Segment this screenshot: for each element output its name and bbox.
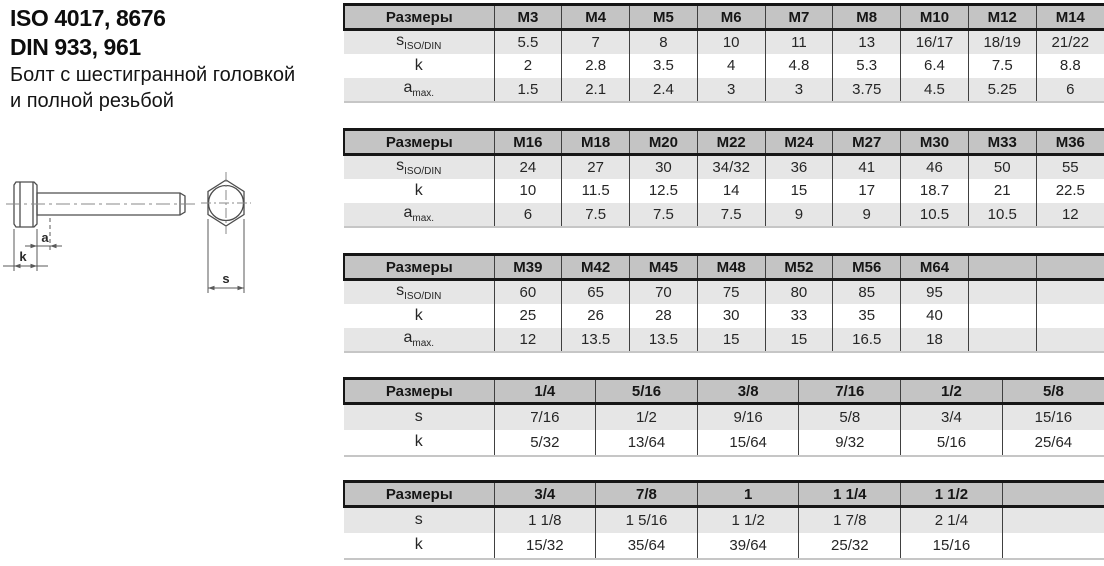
table-corner-header: Размеры [344,5,494,30]
size-column-header: M7 [765,5,833,30]
size-column-header: M18 [562,130,630,155]
dimension-value-cell: 60 [494,280,562,304]
dimension-value-cell: 10 [494,179,562,203]
dimension-value-cell: 5/8 [799,404,901,430]
dimension-k-label: k [19,249,27,264]
dimension-value-cell: 1 1/2 [697,507,799,533]
dimension-value-cell: 1 5/16 [596,507,698,533]
product-description-line1: Болт с шестигранной головкой [10,64,296,86]
dimension-value-cell: 15 [697,328,765,352]
dimension-row-label: k [344,179,494,203]
dimension-row-label: $s_{ISO/DIN}$ [344,280,494,304]
dimension-value-cell: 7 [562,30,630,54]
dimension-value-cell: 50 [968,155,1036,179]
dimension-value-cell: 3 [697,78,765,102]
dimension-value-cell: 7/16 [494,404,596,430]
dimension-value-cell: 3/4 [901,404,1003,430]
dimension-a-label: a [41,230,49,245]
dimension-value-cell: 95 [901,280,969,304]
dimension-value-cell: 2.4 [630,78,698,102]
dimension-value-cell [1036,328,1104,352]
dimension-value-cell: 5/32 [494,430,596,456]
dimension-row-label: k [344,430,494,456]
size-column-header: M42 [562,255,630,280]
dimension-value-cell [1036,280,1104,304]
size-column-header: 1 [697,482,799,507]
dimension-value-cell [1002,533,1104,559]
dimension-value-cell: 18 [901,328,969,352]
table-corner-header: Размеры [344,482,494,507]
dimension-row-label: $s_{ISO/DIN}$ [344,155,494,179]
size-column-header: M52 [765,255,833,280]
size-column-header: M48 [697,255,765,280]
size-column-header [1036,255,1104,280]
size-column-header: 7/16 [799,379,901,404]
dimension-value-cell: 1 7/8 [799,507,901,533]
dimension-value-cell: 33 [765,304,833,328]
dimension-value-cell: 2 1/4 [901,507,1003,533]
dimension-row-label: $a_{max.}$ [344,328,494,352]
dimension-value-cell: 5.3 [833,54,901,78]
dimension-value-cell: 15/32 [494,533,596,559]
size-column-header: 3/8 [697,379,799,404]
dimension-value-cell: 28 [630,304,698,328]
dimension-value-cell: 4 [697,54,765,78]
size-column-header: 1/4 [494,379,596,404]
dimension-value-cell: 75 [697,280,765,304]
dimension-row-label: s [344,507,494,533]
dimension-value-cell: 8.8 [1036,54,1104,78]
dimension-value-cell: 40 [901,304,969,328]
dimension-value-cell: 1/2 [596,404,698,430]
dimension-value-cell [968,328,1036,352]
dimension-value-cell: 4.5 [901,78,969,102]
dimension-value-cell: 2.1 [562,78,630,102]
dimension-value-cell: 26 [562,304,630,328]
dimension-value-cell: 3.75 [833,78,901,102]
dimension-value-cell: 15/16 [1002,404,1104,430]
size-column-header: 7/8 [596,482,698,507]
title-block [0,0,343,114]
dimension-value-cell: 12 [1036,203,1104,227]
iso-standard-title: ISO 4017, 8676 [10,5,166,31]
dimension-value-cell: 12.5 [630,179,698,203]
dimension-value-cell: 7.5 [562,203,630,227]
size-column-header: M6 [697,5,765,30]
dimension-value-cell: 1 1/8 [494,507,596,533]
dimension-row-label: s [344,404,494,430]
dimension-value-cell: 14 [697,179,765,203]
dimension-value-cell: 10 [697,30,765,54]
dimension-value-cell: 30 [697,304,765,328]
size-column-header: M45 [630,255,698,280]
size-column-header: M4 [562,5,630,30]
size-column-header: M10 [901,5,969,30]
dimension-value-cell: 10.5 [901,203,969,227]
dimension-value-cell: 15 [765,179,833,203]
size-column-header: M64 [901,255,969,280]
left-panel [0,0,343,566]
size-column-header: M30 [901,130,969,155]
size-column-header: M36 [1036,130,1104,155]
size-column-header: M22 [697,130,765,155]
dimension-value-cell: 7.5 [968,54,1036,78]
product-description-line2: и полной резьбой [10,90,174,112]
dimension-value-cell: 12 [494,328,562,352]
dimension-value-cell: 6 [1036,78,1104,102]
metric-table-m3-m14 [343,3,1104,103]
dimension-value-cell: 22.5 [1036,179,1104,203]
dimension-value-cell: 1.5 [494,78,562,102]
size-column-header: M12 [968,5,1036,30]
size-column-header: M8 [833,5,901,30]
dimension-value-cell: 11 [765,30,833,54]
dimension-value-cell: 39/64 [697,533,799,559]
dimension-value-cell: 4.8 [765,54,833,78]
metric-table-m16-m36 [343,128,1104,228]
dimension-value-cell: 9 [765,203,833,227]
dimension-value-cell: 21/22 [1036,30,1104,54]
size-column-header: M56 [833,255,901,280]
dimension-value-cell: 80 [765,280,833,304]
size-column-header: 5/8 [1002,379,1104,404]
dimension-value-cell: 25/64 [1002,430,1104,456]
size-column-header: M5 [630,5,698,30]
dimension-value-cell: 13.5 [630,328,698,352]
size-column-header [1002,482,1104,507]
dimension-value-cell: 7.5 [630,203,698,227]
dimension-value-cell [968,280,1036,304]
dimension-value-cell: 5/16 [901,430,1003,456]
dimension-value-cell: 15/16 [901,533,1003,559]
size-column-header: M3 [494,5,562,30]
table-corner-header: Размеры [344,379,494,404]
size-column-header: 1 1/4 [799,482,901,507]
size-column-header: M27 [833,130,901,155]
size-column-header [968,255,1036,280]
dimension-value-cell: 8 [630,30,698,54]
dimension-value-cell: 13/64 [596,430,698,456]
dimension-value-cell: 36 [765,155,833,179]
dimension-row-label: $s_{ISO/DIN}$ [344,30,494,54]
dimension-value-cell: 11.5 [562,179,630,203]
dimension-value-cell: 55 [1036,155,1104,179]
dimension-value-cell: 6.4 [901,54,969,78]
dimension-value-cell: 17 [833,179,901,203]
dimension-value-cell: 3 [765,78,833,102]
dimension-value-cell: 18.7 [901,179,969,203]
bolt-technical-drawing [0,165,300,303]
dimension-value-cell: 35/64 [596,533,698,559]
table-corner-header: Размеры [344,255,494,280]
dimension-value-cell: 65 [562,280,630,304]
dimension-value-cell: 13 [833,30,901,54]
dimension-row-label: $a_{max.}$ [344,203,494,227]
dimension-s-label: s [222,271,230,286]
dimension-value-cell: 34/32 [697,155,765,179]
din-standard-title: DIN 933, 961 [10,34,141,60]
size-column-header: M14 [1036,5,1104,30]
imperial-table-1-4-to-5-8 [343,377,1104,457]
imperial-table-3-4-to-1-1-2 [343,480,1104,560]
dimension-value-cell [968,304,1036,328]
dimension-value-cell: 2.8 [562,54,630,78]
dimension-value-cell [1002,507,1104,533]
dimension-value-cell: 3.5 [630,54,698,78]
dimension-value-cell: 15 [765,328,833,352]
table-corner-header: Размеры [344,130,494,155]
dimension-value-cell: 6 [494,203,562,227]
dimension-value-cell: 7.5 [697,203,765,227]
dimension-row-label: $a_{max.}$ [344,78,494,102]
dimension-tables-panel [343,0,1104,566]
dimension-value-cell: 9/32 [799,430,901,456]
size-column-header: 1/2 [901,379,1003,404]
dimension-value-cell: 18/19 [968,30,1036,54]
dimension-value-cell: 24 [494,155,562,179]
dimension-value-cell: 35 [833,304,901,328]
metric-table-m39-m64 [343,253,1104,353]
dimension-value-cell: 16/17 [901,30,969,54]
dimension-value-cell: 27 [562,155,630,179]
dimension-value-cell: 16.5 [833,328,901,352]
size-column-header: M24 [765,130,833,155]
size-column-header: M39 [494,255,562,280]
dimension-value-cell: 2 [494,54,562,78]
dimension-value-cell: 25 [494,304,562,328]
dimension-value-cell: 30 [630,155,698,179]
dimension-value-cell: 70 [630,280,698,304]
dimension-value-cell: 41 [833,155,901,179]
size-column-header: 5/16 [596,379,698,404]
size-column-header: M33 [968,130,1036,155]
dimension-value-cell: 15/64 [697,430,799,456]
size-column-header: M16 [494,130,562,155]
dimension-value-cell: 10.5 [968,203,1036,227]
size-column-header: M20 [630,130,698,155]
dimension-row-label: k [344,54,494,78]
dimension-value-cell: 5.5 [494,30,562,54]
dimension-value-cell: 85 [833,280,901,304]
dimension-value-cell [1036,304,1104,328]
dimension-value-cell: 21 [968,179,1036,203]
dimension-value-cell: 9 [833,203,901,227]
dimension-value-cell: 25/32 [799,533,901,559]
size-column-header: 1 1/2 [901,482,1003,507]
size-column-header: 3/4 [494,482,596,507]
dimension-value-cell: 46 [901,155,969,179]
dimension-value-cell: 13.5 [562,328,630,352]
dimension-row-label: k [344,533,494,559]
dimension-value-cell: 9/16 [697,404,799,430]
dimension-row-label: k [344,304,494,328]
dimension-value-cell: 5.25 [968,78,1036,102]
